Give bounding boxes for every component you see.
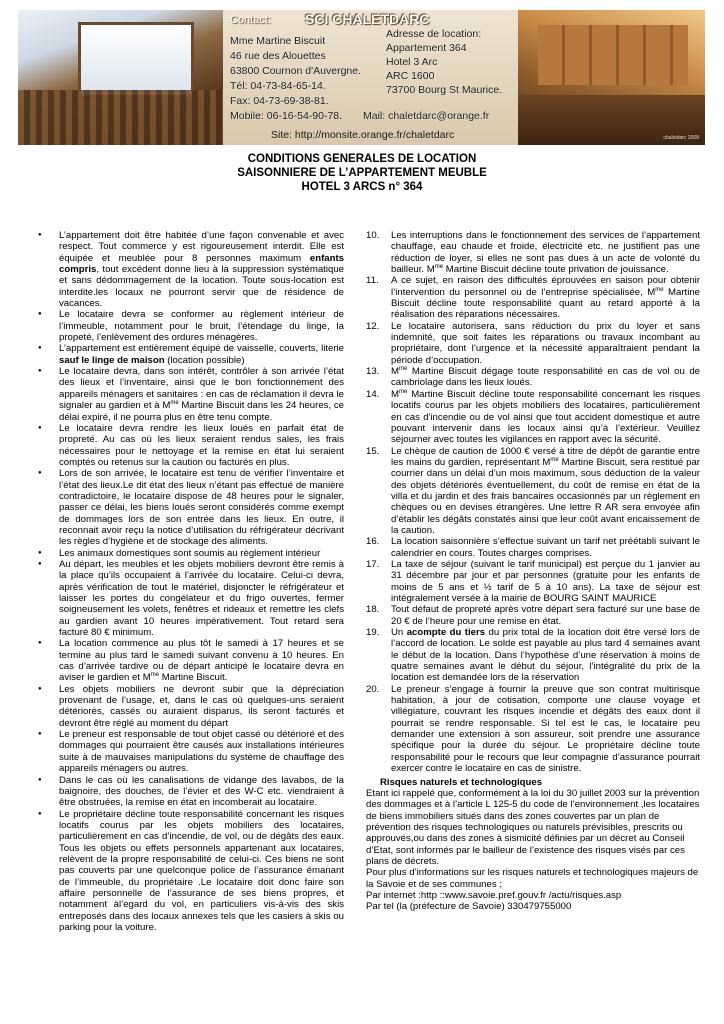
item-number: 19. — [366, 627, 380, 639]
condition-item — [38, 230, 344, 309]
emphasis-text: acompte du tiers — [406, 627, 486, 639]
item-text: Le locataire devra rendre les lieux loués en parfait état de propreté. Au cas où les lieux seraient rendus sales, les frais nécessaires pour le nettoyage et la remise en état lui seraient comptés ou retenus sur la caution ou facturés en plus. — [59, 422, 344, 468]
kitchen-photo — [518, 10, 705, 145]
item-number: 20. — [366, 683, 380, 695]
superscript: me — [170, 399, 179, 406]
superscript: me — [150, 672, 160, 679]
item-text: Le propriétaire décline toute responsabilité concernant les risques locatifs courus par les objets mobiliers des locataires, particulièrement en cas d’incendie, de vol, ou de dégâts des eaux. Tous les objets ou effets personnels appartenant aux locataires, relèvent de la propre responsabilité de celui-ci. Ces biens ne sont pas couverts par une quelconque police de l’assurance émanant de l’immeuble, du propriétaire .Le locataire doit donc faire son affaire personnelle de l’assurance de ses biens propres, et notamment àl’egard du vol, en particuliers vis-à-vis des skis entreposés dans des locaux annexes tels que les casiers à skis ou parking pour la voiture. — [59, 808, 344, 933]
title-line-3: HOTEL 3 ARCS n° 364 — [301, 181, 423, 193]
item-number: 10. — [366, 230, 380, 241]
item-text: Tout défaut de propreté après votre départ sera facturé sur une base de 20 € de l’heure pour une remise en état. — [391, 604, 700, 627]
owner-city: 63800 Cournon d'Auvergne. — [230, 65, 362, 77]
condition-item — [38, 366, 344, 423]
owner-name: Mme Martine Biscuit — [230, 35, 326, 47]
item-text: La location commence au plus tôt le samedi à 17 heures et se termine au plus tard le samedi suivant convenu à 10 heures. En cas d’arrivée tardive ou de départ anticipé le locataire devra en aviser le gardien et M — [59, 638, 344, 684]
item-text: Au départ, les meubles et les objets mobiliers devront être remis à la place qu’ils occupaient à l’arrivée du locataire. Celui-ci devra, après vérification de tout le matériel, disjoncter le réfrigérateur et laisser les portes du congélateur et du frigo ouvertes, fermer soigneusement les volets, fenêtres et rideaux et remettre les clefs au gardien avant 10 heures impérativement. Tout retard sera facturé 80 € minimum. — [59, 558, 344, 639]
condition-item — [366, 684, 700, 775]
condition-item — [366, 321, 700, 366]
contact-site: Site: http://monsite.orange.fr/chaletdarc — [271, 129, 455, 141]
item-text: Martine Biscuit décline toute responsabilité quant au retard apporté à la réalisation des réparations nécessaires. — [391, 286, 701, 321]
condition-item — [38, 775, 344, 809]
superscript: me — [434, 263, 444, 270]
item-text: Les interruptions dans le fonctionnement des services de l’appartement chauffage, eau chaude et froide, électricité etc. ne justifient pas une réduction de loyer, si elles ne sont pas dues à un acte de volonté du bailleur. M — [391, 230, 700, 276]
item-text: Le locataire autorisera, sans réduction du prix du loyer et sans indemnité, que soit faites les réparations ou travaux incombant au propriétaire, dont l’urgence et la nécessité apparaîtraient pendant la période d’occupation. — [391, 320, 700, 366]
item-number: 17. — [366, 558, 380, 570]
item-text: du prix total de la location doit être versé lors de l’accord de location. Le solde est payable au plus tard 4 semaines avant le début de la location. Dans l’hypothèse d’une réservation à moins de quatre semaines avant le début du séjour, l’intégralité du prix de la location est demandée lors de la réservation — [391, 627, 700, 684]
item-text: Les animaux domestiques sont soumis au règlement intérieur — [59, 547, 321, 559]
item-text: Martine Biscuit dégage toute responsabilité en cas de vol ou de cambriolage dans les lieux loués. — [391, 366, 700, 389]
contact-mail: Mail: chaletdarc@orange.fr — [363, 110, 490, 122]
document-title — [0, 152, 724, 194]
item-text: (location possible) — [164, 354, 245, 366]
item-text: Martine Biscuit, sera restitué par courrier dans un délai d’un mois maximum, sous déduction de la valeur des objets détériorés éventuellement, du coût de remise en état de la villa et du jardin et des frais bancaires occasionnés par un règlement en chèques ou en devises étrangères. Une lettre R AR sera envoyée afin d’établir les dégâts constatés ainsi que leur coût avant encaissement de la caution. — [391, 456, 700, 536]
condition-item — [366, 536, 700, 559]
condition-item — [366, 446, 700, 537]
item-text: Un — [391, 627, 407, 639]
emphasis-text: enfants compris — [59, 252, 344, 276]
item-number: 13. — [366, 366, 380, 378]
item-number: 18. — [366, 604, 380, 616]
photo-credit: chaletdarc 2008 — [663, 135, 699, 141]
header-banner — [18, 10, 705, 145]
item-text: M — [391, 366, 399, 378]
item-text: Martine Biscuit dans les 24 heures, ce délai expiré, il ne pourra plus en être tenu compte. — [59, 400, 344, 423]
item-text: Le chèque de caution de 1000 € versé à titre de dépôt de garantie entre les mains du gardien, représentant M — [391, 445, 700, 468]
emphasis-text: sauf le linge de maison — [59, 354, 165, 366]
owner-street: 46 rue des Alouettes — [230, 50, 326, 62]
condition-item — [366, 366, 700, 389]
right-column — [366, 230, 700, 913]
item-number: 11. — [366, 275, 379, 287]
conditions-list-left — [38, 230, 344, 933]
item-text: Dans le cas où les canalisations de vidange des lavabos, de la baignoire, des douches, de l’évier et des W-C etc. viendraient à être obstruées, la remise en état en incomberait au locataire. — [59, 774, 344, 809]
condition-item — [366, 559, 700, 604]
title-line-1: CONDITIONS GENERALES DE LOCATION — [247, 153, 477, 165]
condition-item — [366, 230, 700, 275]
risks-paragraph-1: Etant ici rappelé que, conformément à la loi du 30 juillet 2003 sur la prévention des dommages et à l’article L 125-5 du code de l’environnement ,les locataires de biens immobiliers situés dans des zones couvertes par un plan de prévention des risques technologiques ou naturels prévisibles, prescrits ou approuvés,ou dans des zones à sismicité définies par un décret au Conseil d’Etat, sont informés par le bailleur de l’existence des risques visés par ces plans de décrets. — [366, 787, 700, 867]
risks-internet: Par internet :http ::www.savoie.pref.gouv.fr /actu/risques.asp — [366, 889, 622, 901]
contact-panel — [223, 10, 518, 145]
item-text: M — [391, 388, 399, 400]
owner-tel: Tél: 04-73-84-65-14. — [230, 80, 326, 92]
condition-item — [38, 684, 344, 729]
condition-item — [38, 729, 344, 774]
condition-item — [38, 309, 344, 343]
item-text: A ce sujet, en raison des difficultés éprouvées en saison pour obtenir l’intervention du personnel ou de l’entreprise spécialisée, M — [391, 275, 700, 298]
company-name: SCI CHALETDARC — [305, 11, 430, 27]
condition-item — [38, 638, 344, 683]
left-column — [38, 230, 344, 933]
item-text: Lors de son arrivée, le locataire est tenu de vérifier l’inventaire et l’état des lieux.Le dit état des lieux n’étant pas effectué de manière contradictoire, le locataire dispose de 48 heures pour le signaler, passer ce délai, les biens loués seront considérés comme exempt de dommages lors de son entrée dans les lieux. En outre, il reconnait avoir reçu la notice d’utilisation du réfrigérateur décrivant les règles d’hygiène et de stockage des aliments. — [59, 468, 344, 548]
item-number: 15. — [366, 445, 380, 457]
condition-item — [366, 604, 700, 627]
condition-item — [366, 275, 700, 320]
item-text: Martine Biscuit décline toute responsabilité concernant les risques locatifs courus par les objets mobiliers des locataires, particulièrement en cas d'incendie ou de vol ainsi que tout accident domestique et autre pouvant intervenir dans les locaux ainsi qu’à l’extérieur. Veuillez séjourner avec toutes les vigilances en rapport avec la sécurité. — [391, 388, 700, 446]
location-arc: ARC 1600 — [386, 70, 435, 82]
item-text: L’appartement est entièrement équipé de vaisselle, couverts, literie — [59, 343, 344, 355]
conditions-list-right — [366, 230, 700, 775]
condition-item — [38, 468, 344, 547]
superscript: me — [399, 388, 408, 395]
item-number: 14. — [366, 388, 380, 400]
location-label: Adresse de location: — [386, 28, 482, 40]
item-text: Martine Biscuit. — [159, 672, 228, 684]
location-hotel: Hotel 3 Arc — [386, 56, 438, 68]
item-text: Le preneur s’engage à fournir la preuve que son contrat multirisque habitation, à jour de cotisation, comporte une clause voyage et villégiature, couvrant les risques incendie et dégâts des eaux dont il pourrait se rendre responsable. Si tel est le cas, le locataire peu demander une extension à son assureur, soit prendre une assurance spécifique pour la durée du séjour. Le propriétaire décline toute responsabilité pour le recours que leur compagnie d’assurance pourrait exercer contre le locataire en cas de sinistre. — [391, 683, 700, 775]
condition-item — [38, 809, 344, 934]
location-apartment: Appartement 364 — [386, 42, 467, 54]
condition-item — [38, 343, 344, 366]
item-text: La location saisonnière s’effectue suivant un tarif net préétabli suivant le calendrier en cours. Toutes charges comprises. — [391, 536, 700, 559]
risks-section — [366, 777, 700, 913]
item-text: , tout excédent donne lieu à la suppression systématique et sans dédommagement de la location. Toute sous-location est interdite.les locaux ne pourront servir que de résidence de vacances. — [59, 264, 344, 310]
item-text: Martine Biscuit décline toute privation de jouissance. — [443, 264, 669, 276]
item-text: Le locataire devra, dans son intérêt, contrôler à son arrivée l’état des lieux et l’inventaire, ainsi que le bon fonctionnement des appareils ménagers et sanitaires : en cas de réclamation il devra le signaler au gardien et à M — [59, 366, 344, 412]
title-line-2: SAISONNIERE DE L’APPARTEMENT MEUBLE — [237, 167, 487, 179]
risks-phone: Par tel (la (préfecture de Savoie) 330479755000 — [366, 901, 572, 913]
risks-paragraph-2: Pour plus d’informations sur les risques naturels et technologiques majeurs de la Savoie et de ses communes ; — [366, 867, 699, 890]
item-text: Les objets mobiliers ne devront subir que la dépréciation provenant de l’usage, et, dans le cas où quelques-uns seraient détériorés, cassés ou auraient disparus, ils seront facturés et devront être réglé au moment du départ — [59, 683, 344, 729]
condition-item — [366, 627, 700, 684]
condition-item — [38, 548, 344, 559]
owner-fax: Fax: 04-73-69-38-81. — [230, 95, 329, 107]
condition-item — [38, 423, 344, 468]
item-text: L’appartement doit être habitée d’une façon convenable et avec respect. Tout commerce y est rigoureusement interdit. Elle est équipée et meublée pour 8 personnes maximum — [59, 230, 344, 264]
owner-mobile: Mobile: 06-16-54-90-78. — [230, 110, 343, 122]
chalet-balcony-photo — [18, 10, 223, 145]
condition-item — [38, 559, 344, 638]
item-text: Le locataire devra se conformer au règlement intérieur de l’immeuble, notamment pour le bruit, l’étendage du linge, la propeté, l’enlèvement des ordures ménagères. — [59, 309, 344, 344]
item-number: 16. — [366, 536, 380, 548]
item-number: 12. — [366, 320, 380, 332]
item-text: Le preneur est responsable de tout objet cassé ou détérioré et des dommages qui pourraient être causés aux installations intérieures suite à de mauvaises manipulations du système de chauffage des appareils ménagers ou autres. — [59, 729, 344, 775]
superscript: me — [655, 286, 664, 293]
superscript: me — [550, 456, 559, 463]
location-town: 73700 Bourg St Maurice. — [386, 84, 503, 96]
condition-item — [366, 389, 700, 446]
item-text: La taxe de séjour (suivant le tarif municipal) est perçue du 1 janvier au 31 décembre par jour et par personnes (gratuite pour les enfants de moins de 5 ans et ½ tarif de 5 à 10 ans). La taxe de séjour est intégralement versée à la mairie de BOURG SAINT MAURICE — [391, 558, 700, 604]
risks-title: Risques naturels et technologiques — [380, 776, 543, 788]
contact-label: Contact: — [230, 14, 271, 26]
superscript: me — [399, 365, 408, 372]
